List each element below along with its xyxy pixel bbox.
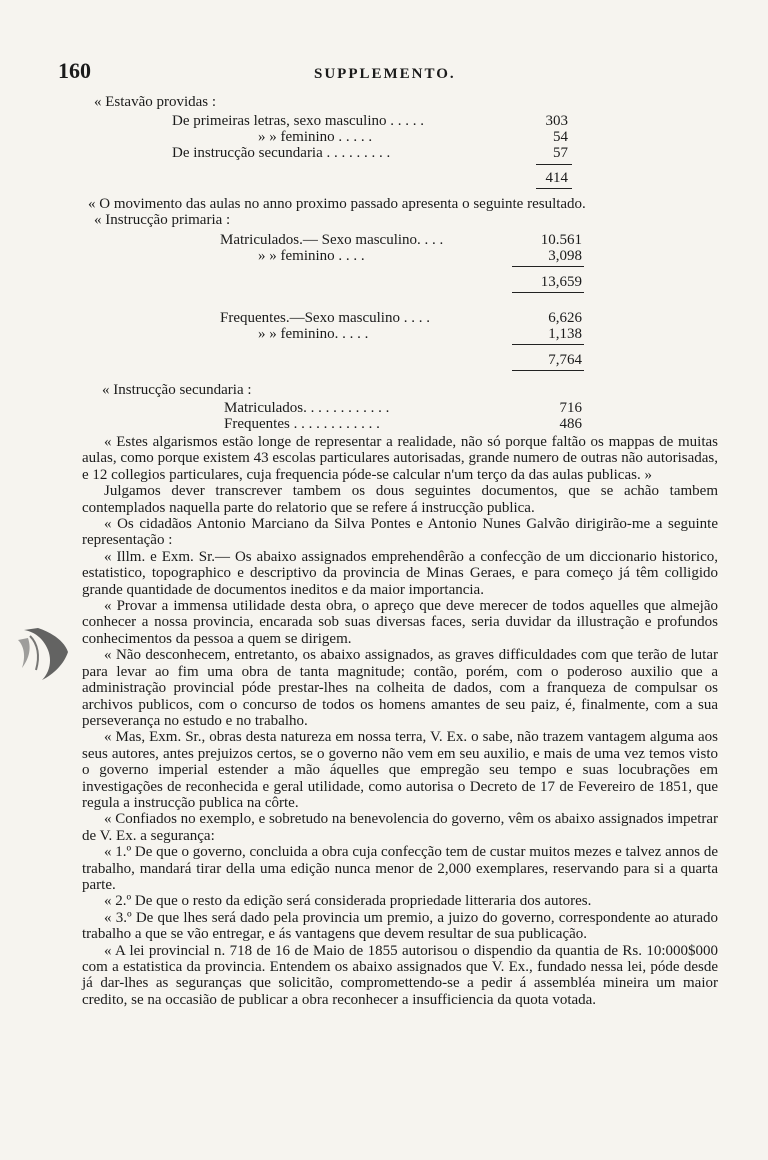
enrolled-male-label: Matriculados.— Sexo masculino. . . .	[220, 232, 444, 248]
attend-male-label: Frequentes.—Sexo masculino . . . .	[220, 310, 430, 326]
schools-total: 414	[545, 170, 568, 186]
paragraph: Julgamos dever transcrever tambem os dous seguintes documentos, que se achão tambem contemplados naquella parte do relatorio que se refere á instrucção publica.	[82, 483, 718, 516]
schools-row-primary-male-label: De primeiras letras, sexo masculino . . . . .	[172, 113, 425, 129]
attend-female-label: » » feminino. . . . .	[258, 326, 369, 342]
paragraph: « Mas, Exm. Sr., obras desta natureza em nossa terra, V. Ex. o sabe, não trazem vantagem alguma aos seus autores, antes prejuizos certos, se o governo não vem em seu auxilio, e mais de uma vez temos visto o governo imperial estender a mão áquelles que empregão seu tempo e suas locubrações em investigações de reconhecida e geral utilidade, como autorisa o Decreto de 17 de Fevereiro de 1851, que regula a instrucção publica na côrte.	[82, 729, 718, 811]
enrolled-female-label: » » feminino . . . .	[258, 248, 365, 264]
sum-rule	[536, 164, 572, 165]
sec-enrolled-label: Matriculados. . . . . . . . . . . .	[224, 400, 390, 416]
paragraph: « Confiados no exemplo, e sobretudo na benevolencia do governo, vêm os abaixo assignados impetrar de V. Ex. a segurança:	[82, 811, 719, 844]
paragraph: « Illm. e Exm. Sr.— Os abaixo assignados emprehendêrão a confecção de um diccionario historico, estatistico, topographico e descriptivo da provincia de Minas Geraes, e para começo já têm colligido grande quantidade de documentos ineditos e da maior importancia.	[82, 548, 718, 598]
attend-total: 7,764	[548, 352, 582, 368]
enrolled-female-value: 3,098	[548, 248, 582, 264]
primary-heading: « Instrucção primaria :	[94, 212, 231, 228]
sum-rule	[512, 266, 584, 267]
secondary-heading: « Instrucção secundaria :	[102, 382, 252, 398]
paragraph: « Estes algarismos estão longe de representar a realidade, não só porque faltão os mappas de muitas aulas, como porque existem 43 escolas particulares autorisadas, grande numero de outras não autorisadas, e 12 collegios particulares, cuja frequencia póde-se calcular n'um terço da das aulas publicas. »	[82, 434, 718, 483]
sec-attend-value: 486	[559, 416, 582, 432]
enrolled-male-value: 10.561	[540, 232, 582, 248]
sum-rule	[536, 188, 572, 189]
schools-row-primary-male-value: 303	[545, 113, 568, 129]
sec-attend-label: Frequentes . . . . . . . . . . . .	[224, 416, 380, 432]
schools-row-secondary-value: 57	[553, 145, 568, 161]
paragraph: « Não desconhecem, entretanto, os abaixo assignados, as graves difficuldades com que terão de lutar para levar ao fim uma obra de tanta magnitude; contão, porém, com o poderoso auxilio que a administração provincial póde prestar-lhes na colheita de dados, com a franqueza de compulsar os archivos publicos, com o concurso de todos os homens amantes de seu paiz, é, finalmente, com a sua perseverança no estudo e no trabalho.	[82, 647, 718, 729]
sum-rule	[512, 370, 584, 371]
schools-intro: « Estavão providas :	[94, 94, 217, 110]
sec-enrolled-value: 716	[559, 400, 582, 416]
movement-intro: « O movimento das aulas no anno proximo passado apresenta o seguinte resultado.	[88, 196, 586, 212]
schools-row-primary-female-label: » » feminino . . . . .	[258, 129, 373, 145]
running-header: SUPPLEMENTO.	[314, 66, 456, 82]
attend-male-value: 6,626	[548, 310, 582, 326]
paragraph: « 2.º De que o resto da edição será considerada propriedade litteraria dos autores.	[104, 893, 592, 910]
paragraph: « 3.º De que lhes será dado pela provincia um premio, a juizo do governo, correspondente ao aturado trabalho a que se vão entregar, e ás vantagens que devem resultar de sua publicação.	[82, 909, 718, 943]
paragraph: « 1.º De que o governo, concluida a obra cuja confecção tem de custar muitos mezes e talvez annos de trabalho, mandará tirar della uma edição nunca menor de 2,000 exemplares, reservando para si a quarta parte.	[82, 844, 718, 893]
paragraph: « Os cidadãos Antonio Marciano da Silva Pontes e Antonio Nunes Galvão dirigirão-me a seguinte representação :	[82, 516, 718, 549]
page-number: 160	[58, 58, 91, 83]
enrolled-total: 13,659	[540, 274, 582, 290]
sum-rule	[512, 292, 584, 293]
attend-female-value: 1,138	[548, 326, 582, 342]
paragraph: « A lei provincial n. 718 de 16 de Maio de 1855 autorisou o dispendio da quantia de Rs. 10:000$000 com a estatistica da provincia. Entendem os abaixo assignados que V. Ex., fundado nessa lei, póde desde já dar-lhes as seguranças que solicitão, compromettendo-se a pedir á assembléa mineira um maior credito, se na occasião de publicar a obra reconhecer a insufficiencia da quota votada.	[82, 942, 718, 1008]
paragraph: « Provar a immensa utilidade desta obra, o apreço que deve merecer de todos aquelles que almejão conhecer a nossa provincia, encarada sob suas diversas faces, seria duvidar da illustração e profundos conhecimentos da pessoa a quem se dirigem.	[82, 598, 718, 647]
schools-row-primary-female-value: 54	[553, 129, 568, 145]
body-text	[82, 434, 718, 1008]
sum-rule	[512, 344, 584, 345]
ink-blot-mark	[14, 626, 72, 682]
schools-row-secondary-label: De instrucção secundaria . . . . . . . . .	[172, 145, 391, 161]
